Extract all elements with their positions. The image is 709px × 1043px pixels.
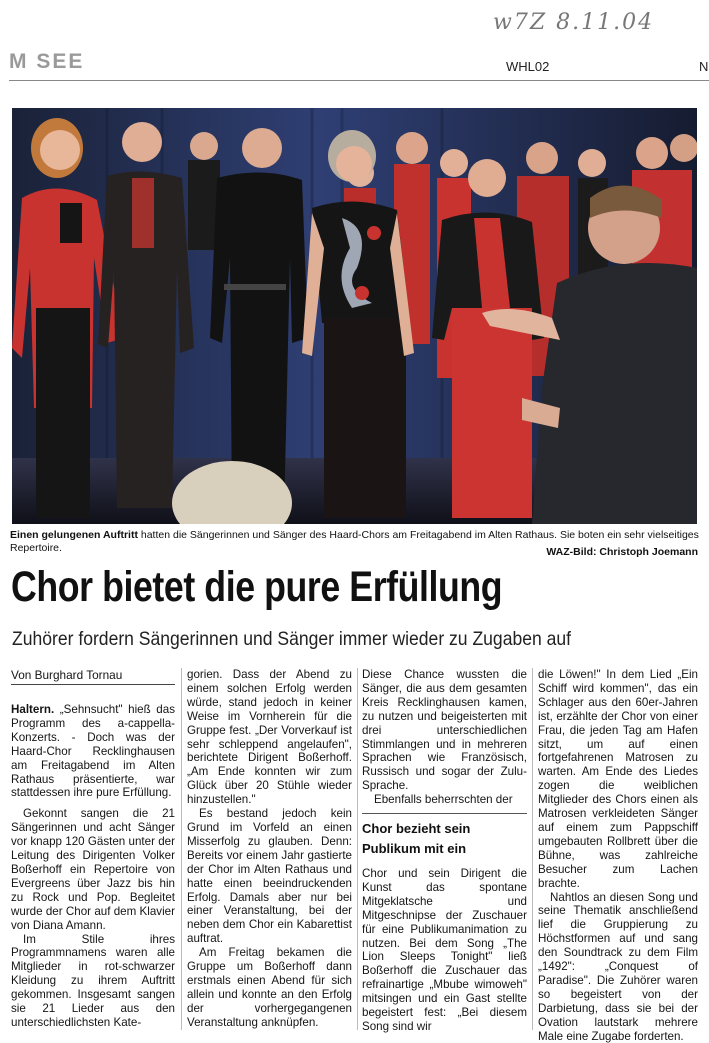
paragraph: die Löwen!" In dem Lied „Ein Schiff wird kommen", das ein Schlager aus den 60er-Jahren ist, erzählte der Chor von einer Frau, die jeden Tag am Hafen sitzt, um auf einen fortgefahrenen Matrosen zu warten. Am Ende des Liedes zogen die weiblichen Mitglieder des Chors einen als Matrosen verkleideten Sänger auf einem zum Pappschiff umgebauten Rollbrett über die Bühne, was zahlreiche Besucher zum Lachen brachte. xyxy=(538,668,698,891)
page-letter: N xyxy=(699,59,708,74)
paragraph: Ebenfalls beherrschten der xyxy=(362,793,527,807)
paragraph: Gekonnt sangen die 21 Sängerinnen und acht Sänger vor knapp 120 Gästen unter der Leitung des Dirigenten Volker Boßerhoff ein Repertoire von Evergreens über Jazz bis hin zu Rock und Pop. Begleitet wurde der Chor auf dem Klavier von Diana Amann. xyxy=(11,807,175,932)
caption-text: hatten die Sängerinnen und Sänger des Haard-Chors am Freitagabend im Alten Rathaus. Sie boten ein sehr vielseitiges Repertoire. xyxy=(10,529,699,554)
photo-credit: WAZ-Bild: Christoph Joemann xyxy=(546,546,698,558)
header-rule xyxy=(9,80,709,81)
paragraph: Nahtlos an diesen Song und seine Thematik anschließend lief die Gruppierung zu Höchstformen auf und sang den Soundtrack zu dem Film „1492": „Conquest of Paradise". Die Zuhörer waren so begeistert von der Darbietung, dass sie bei der Ovation lautstark mehrere Male eine Zugabe forderten. xyxy=(538,891,698,1043)
lead-paragraph xyxy=(11,703,175,800)
subheadline: Zuhörer fordern Sängerinnen und Sänger immer wieder zu Zugaben auf xyxy=(12,628,571,651)
article-column-1 xyxy=(11,701,175,1030)
handwritten-date-annotation: w7Z 8.11.04 xyxy=(493,10,654,35)
section-rubric: M SEE xyxy=(9,50,84,74)
interhead-rule xyxy=(362,813,527,814)
column-separator xyxy=(357,668,358,1030)
lead-text: „Sehnsucht" hieß das Programm des a-cappella-Konzerts. - Doch was der Haard-Chor Recklinghausen am Freitagabend im Alten Rathaus präsentierte, war stattdessen ihre pure Erfüllung. xyxy=(11,703,175,799)
caption-lead: Einen gelungenen Auftritt xyxy=(10,529,138,541)
article-column-2 xyxy=(187,668,352,1030)
edition-code: WHL02 xyxy=(506,59,549,74)
choir-photo-illustration xyxy=(12,108,697,524)
paragraph: Im Stile ihres Programmnamens waren alle Mitglieder in rot-schwarzer Kleidung zu ihrem Auftritt gekommen. Insgesamt sangen sie 21 Lieder aus den unterschiedlichsten Kate- xyxy=(11,933,175,1030)
article-column-3 xyxy=(362,668,527,807)
article-column-4 xyxy=(538,668,698,1043)
paragraph: Es bestand jedoch kein Grund im Vorfeld an einen Misserfolg zu glauben. Denn: Bereits vor einem Jahr gastierte der Chor im Alten Rathaus und hatte einen beeindruckenden Erfolg. Damals aber nur bei einer Veranstaltung, bei der neben dem Chor ein Kabarettist auftrat. xyxy=(187,807,352,946)
byline: Von Burghard Tornau xyxy=(11,668,175,682)
headline: Chor bietet die pure Erfüllung xyxy=(11,563,502,612)
paragraph: Am Freitag bekamen die Gruppe um Boßerhoff dann erstmals einen Abend für sich allein und konnte an den Erfolg der vorhergegangenen Veranstaltung anknüpfen. xyxy=(187,946,352,1029)
choir-photo xyxy=(12,108,697,524)
column-separator xyxy=(181,668,182,1030)
paragraph: gorien. Dass der Abend zu einem solchen Erfolg werden würde, stand jedoch in keiner Weise im Vornherein für die Gruppe fest. „Der Vorverkauf ist sehr schleppend angelaufen", berichtete Dirigent Boßerhoff. „Am Ende konnten wir zum Glück über 20 Stühle wieder hinzustellen." xyxy=(187,668,352,807)
column-separator xyxy=(532,668,533,1030)
article-column-3-continued xyxy=(362,867,527,1034)
paragraph: Chor und sein Dirigent die Kunst das spontane Mitgeklatsche und Mitgeschnipse der Zuschauer für eine Publikumanimation zu nutzen. Bei dem Song „The Lion Sleeps Tonight" ließ Boßerhoff die Zuschauer das refrainartige „Mbube wimoweh" mitsingen und ein Gast stellte begeistert fest: „Bei diesem Song sind wir xyxy=(362,867,527,1034)
interheadline: Chor bezieht sein Publikum mit ein xyxy=(362,819,527,859)
byline-rule xyxy=(11,684,175,685)
paragraph: Diese Chance wussten die Sänger, die aus dem gesamten Kreis Recklinghausen kamen, zu nutzen und beigeisterten mit drei unterschiedlichen Stimmlangen und in mehreren Sprachen wie Französisch, Russisch und sogar der Zulu-Sprache. xyxy=(362,668,527,793)
dateline: Haltern. xyxy=(11,703,54,716)
